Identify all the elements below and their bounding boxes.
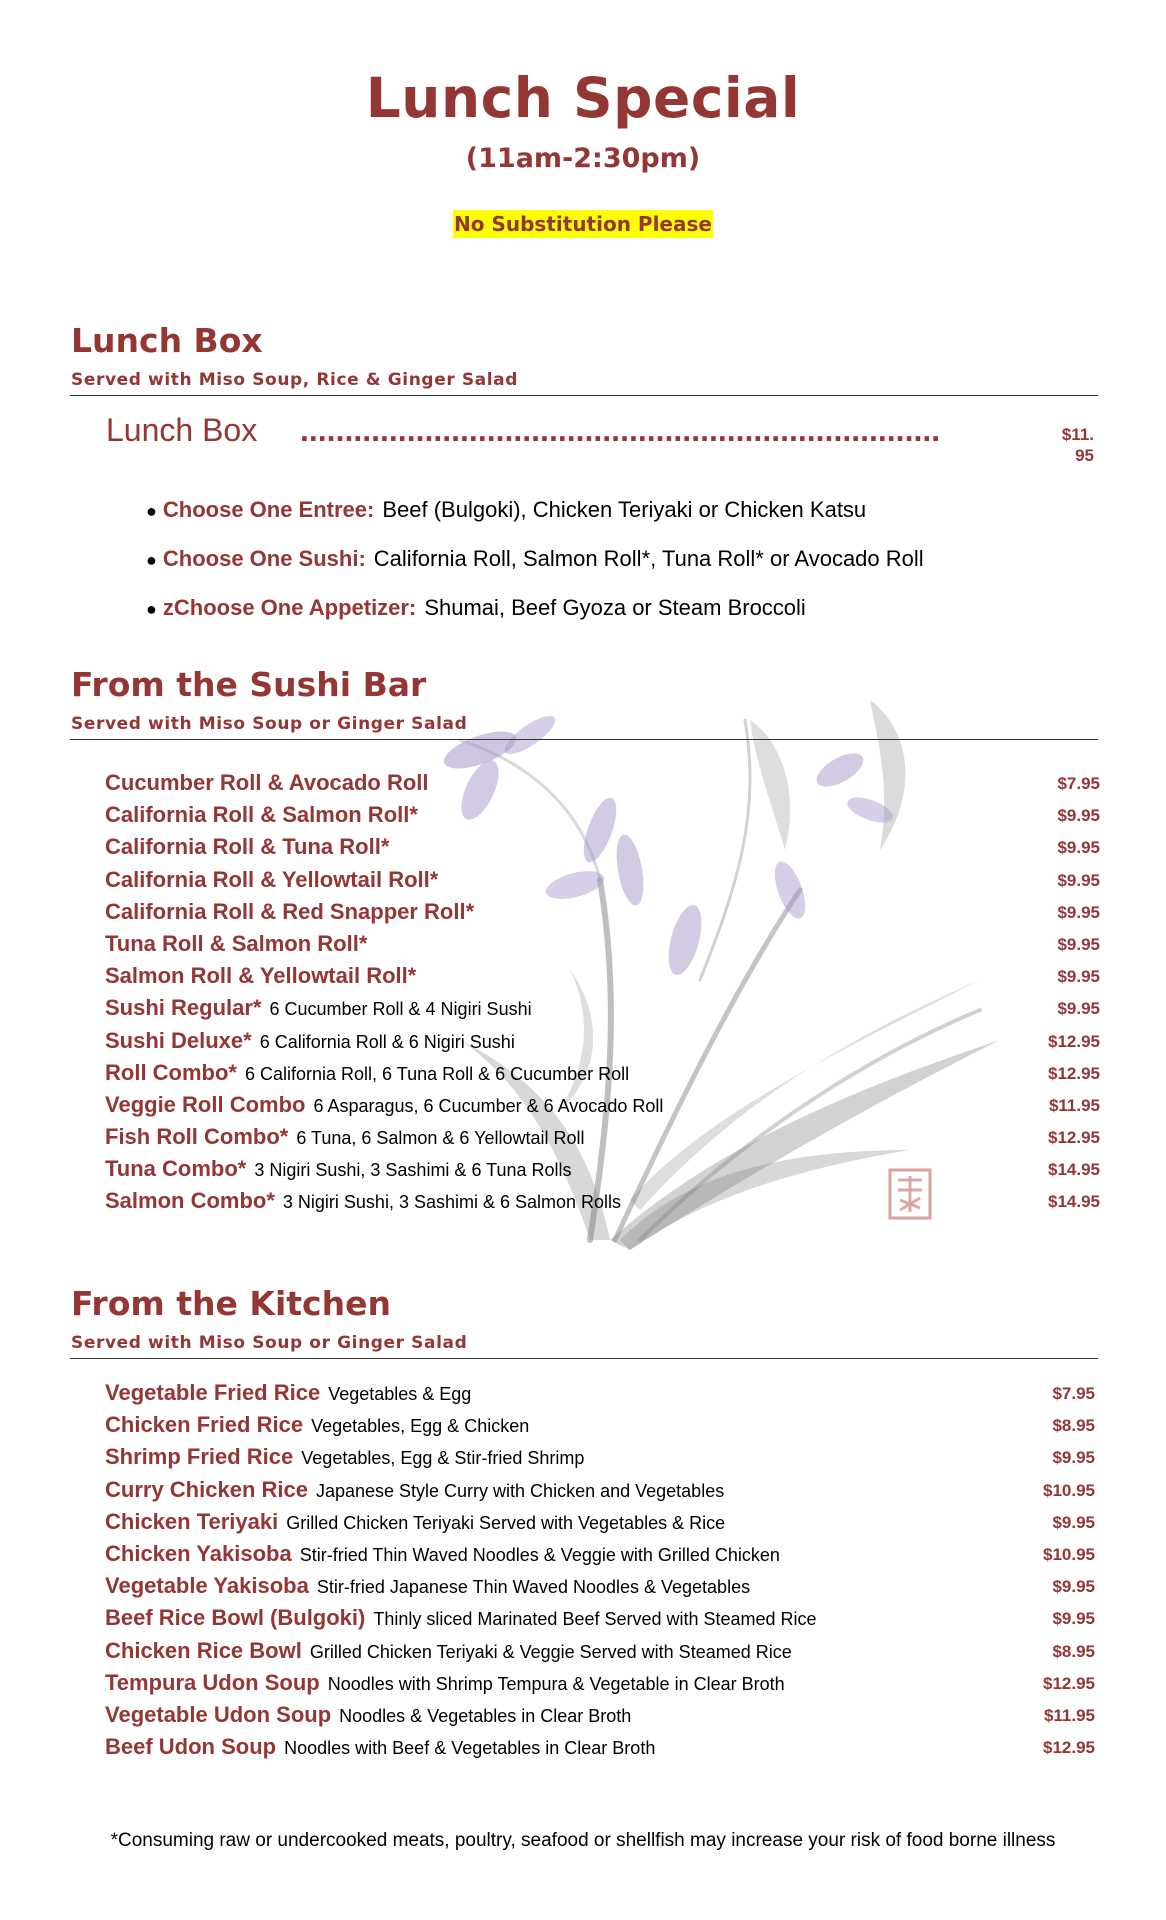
menu-item-price: $7.95 [1057,774,1100,793]
menu-item-description: Vegetables, Egg & Chicken [311,1416,530,1437]
bullet-icon: ● [146,599,157,619]
bullet-icon: ● [146,501,157,521]
menu-item-name: Chicken Yakisoba [105,1540,292,1566]
menu-item-name: California Roll & Tuna Roll* [105,834,390,860]
menu-item-price: $10.95 [1043,1544,1095,1564]
menu-item-description: 6 Tuna, 6 Salmon & 6 Yellowtail Roll [296,1128,585,1149]
menu-item-description: 6 Asparagus, 6 Cucumber & 6 Avocado Roll [313,1095,664,1116]
menu-item-price: $14.95 [1048,1160,1100,1180]
menu-item-price: $8.95 [1052,1641,1095,1661]
menu-item-name: Shrimp Fried Rice [105,1444,294,1470]
menu-item-row [105,1060,1100,1092]
menu-item-row [105,899,1100,931]
menu-item-price: $9.95 [1052,1609,1095,1629]
menu-item-name: Chicken Rice Bowl [105,1637,302,1663]
menu-item-price: $9.95 [1057,838,1100,858]
dot-leader: ........................................................................ [300,412,941,448]
divider [70,395,1098,396]
menu-item-price: $9.95 [1057,902,1100,922]
menu-item-name: Beef Rice Bowl (Bulgoki) [105,1605,366,1631]
menu-item-name: California Roll & Yellowtail Roll* [105,866,439,892]
menu-item-price: $10.95 [1043,1480,1095,1500]
choice-label: Choose One Entree: [162,497,375,522]
menu-item-row [105,1670,1095,1702]
menu-item-description: 6 California Roll & 6 Nigiri Sushi [259,1031,515,1052]
menu-item-description: 6 California Roll, 6 Tuna Roll & 6 Cucumber Roll [245,1063,630,1084]
menu-item-description: Japanese Style Curry with Chicken and Vegetables [315,1480,725,1501]
menu-item-name: Fish Roll Combo* [105,1124,289,1150]
menu-item-name: Salmon Roll & Yellowtail Roll* [105,963,417,989]
menu-item-row [105,1028,1100,1060]
menu-item-row [105,1477,1095,1509]
menu-item-price: $9.95 [1057,870,1100,890]
menu-item-price: $12.95 [1048,1128,1100,1148]
menu-item-row [105,834,1100,866]
menu-item-price: $9.95 [1052,1448,1095,1468]
menu-item-description: Grilled Chicken Teriyaki Served with Vegetables & Rice [286,1512,726,1533]
menu-item-row [105,1734,1095,1766]
menu-item-description: Thinly sliced Marinated Beef Served with Steamed Rice [373,1609,817,1630]
menu-item-row [105,1509,1095,1541]
menu-item-description: Grilled Chicken Teriyaki & Veggie Served with Steamed Rice [309,1641,792,1662]
menu-item-price: $9.95 [1057,999,1100,1019]
lunch-box-item-name: Lunch Box [106,412,258,448]
kitchen-heading: From the Kitchen [71,1284,391,1323]
menu-item-description: Vegetables, Egg & Stir-fried Shrimp [301,1448,585,1469]
sushi-bar-list [105,770,1100,1221]
menu-item-name: California Roll & Red Snapper Roll* [105,898,475,924]
lunch-box-heading: Lunch Box [71,321,263,360]
menu-item-row [105,1605,1095,1637]
menu-item-row [105,1156,1100,1188]
menu-item-name: Tempura Udon Soup [105,1669,320,1695]
menu-item-description: 3 Nigiri Sushi, 3 Sashimi & 6 Salmon Rolls [282,1192,622,1213]
menu-item-name: Vegetable Fried Rice [105,1380,321,1405]
menu-item-row [105,1380,1095,1412]
lunch-box-price-line: 95 [1075,446,1094,465]
menu-item-row [105,1092,1100,1124]
menu-item-name: Tuna Roll & Salmon Roll* [105,930,368,956]
menu-item-description: Noodles with Beef & Vegetables in Clear Broth [284,1738,656,1759]
menu-item-name: Curry Chicken Rice [105,1476,308,1502]
menu-item-description: Noodles & Vegetables in Clear Broth [339,1705,632,1726]
lunch-box-choices [146,497,924,644]
menu-item-description: Stir-fried Japanese Thin Waved Noodles & Vegetables [316,1577,751,1598]
menu-item-name: Vegetable Yakisoba [105,1573,309,1599]
menu-item-row [105,995,1100,1027]
menu-item-description: Stir-fried Thin Waved Noodles & Veggie with Grilled Chicken [299,1544,780,1565]
choice-label: zChoose One Appetizer: [162,595,417,620]
choice-text: Beef (Bulgoki), Chicken Teriyaki or Chicken Katsu [382,497,867,522]
menu-item-name: Vegetable Udon Soup [105,1701,332,1727]
menu-item-name: Sushi Regular* [105,995,262,1021]
menu-item-name: Salmon Combo* [105,1188,275,1214]
list-item [146,546,924,595]
list-item [146,595,924,644]
divider [70,1358,1098,1359]
menu-item-name: Roll Combo* [105,1059,237,1085]
lunch-box-price-line: $11. [1061,425,1094,444]
list-item [146,497,924,546]
divider [70,739,1098,740]
menu-item-name: Veggie Roll Combo [105,1091,306,1117]
menu-item-price: $12.95 [1048,1031,1100,1051]
menu-item-name: Chicken Fried Rice [105,1412,304,1438]
menu-item-price: $7.95 [1052,1384,1095,1403]
choice-text: Shumai, Beef Gyoza or Steam Broccoli [424,595,806,620]
kitchen-list [105,1380,1095,1766]
menu-item-price: $11.95 [1048,1095,1100,1115]
menu-item-name: California Roll & Salmon Roll* [105,802,418,828]
no-substitution-notice: No Substitution Please [454,212,712,236]
menu-item-row [105,1188,1100,1220]
menu-item-price: $12.95 [1043,1738,1095,1758]
menu-item-name: Sushi Deluxe* [105,1027,252,1053]
menu-item-row [105,963,1100,995]
menu-item-description: Vegetables & Egg [328,1384,472,1404]
menu-item-row [105,931,1100,963]
sushi-bar-heading: From the Sushi Bar [71,665,427,704]
menu-item-name: Beef Udon Soup [105,1734,277,1760]
menu-item-description: 6 Cucumber Roll & 4 Nigiri Sushi [269,999,532,1020]
hours-text: (11am-2:30pm) [465,143,701,174]
bullet-icon: ● [146,550,157,570]
menu-item-row [105,770,1100,802]
menu-item-price: $9.95 [1057,934,1100,954]
menu-item-description: Noodles with Shrimp Tempura & Vegetable in Clear Broth [327,1673,785,1694]
choice-label: Choose One Sushi: [162,546,366,571]
lunch-box-subheading: Served with Miso Soup, Rice & Ginger Salad [71,370,519,390]
menu-item-name: Tuna Combo* [105,1156,247,1182]
menu-item-description: 3 Nigiri Sushi, 3 Sashimi & 6 Tuna Rolls [254,1160,572,1181]
menu-item-price: $9.95 [1057,967,1100,987]
menu-item-price: $9.95 [1052,1512,1095,1532]
menu-item-price: $12.95 [1048,1063,1100,1083]
menu-item-price: $8.95 [1052,1416,1095,1436]
notice-wrap [0,212,1166,236]
kitchen-subheading: Served with Miso Soup or Ginger Salad [71,1333,468,1353]
menu-item-price: $11.95 [1043,1705,1095,1725]
page-title: Lunch Special [365,66,801,130]
menu-item-row [105,802,1100,834]
menu-item-row [105,1702,1095,1734]
sushi-bar-subheading: Served with Miso Soup or Ginger Salad [71,714,468,734]
choice-text: California Roll, Salmon Roll*, Tuna Roll* or Avocado Roll [373,546,924,571]
menu-item-row [105,1573,1095,1605]
menu-item-price: $12.95 [1043,1673,1095,1693]
menu-item-name: Cucumber Roll & Avocado Roll [105,770,429,795]
menu-item-price: $9.95 [1052,1577,1095,1597]
menu-item-name: Chicken Teriyaki [105,1508,279,1534]
menu-item-row [105,1444,1095,1476]
menu-item-row [105,1124,1100,1156]
lunch-box-price [1040,424,1094,466]
raw-food-disclaimer: *Consuming raw or undercooked meats, poultry, seafood or shellfish may increase your risk of food borne illness [110,1830,1056,1851]
menu-item-price: $9.95 [1057,806,1100,826]
menu-item-row [105,1412,1095,1444]
menu-item-row [105,867,1100,899]
menu-item-row [105,1638,1095,1670]
menu-item-row [105,1541,1095,1573]
menu-item-price: $14.95 [1048,1192,1100,1212]
